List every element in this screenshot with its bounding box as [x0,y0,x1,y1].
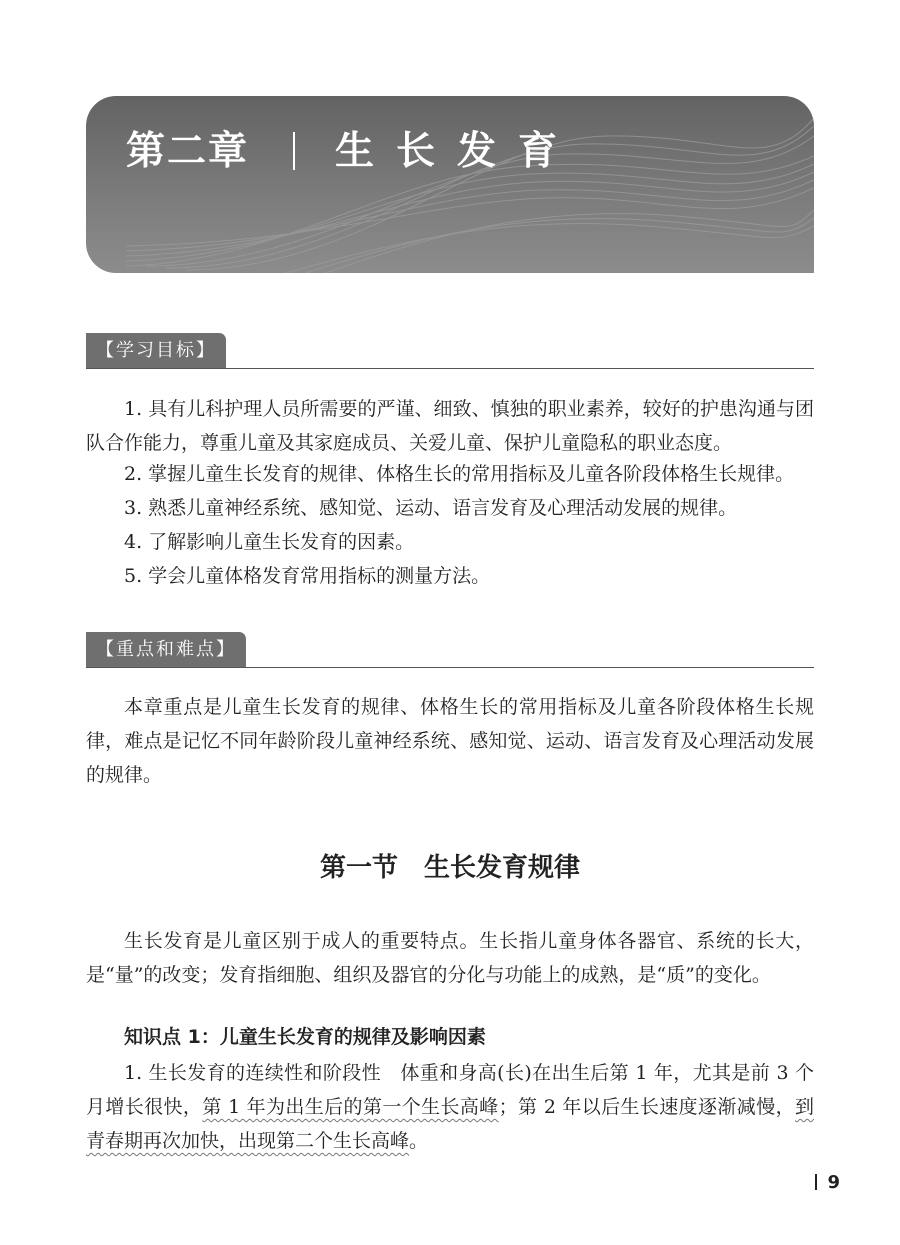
page-number [815,1172,840,1193]
keypoints-rule [86,667,814,668]
section-intro: 生长发育是儿童区别于成人的重要特点。生长指儿童身体各器官、系统的长大，是“量”的改变；发育指细胞、组织及器官的分化与功能上的成熟，是“质”的变化。 [86,930,814,986]
chapter-banner [86,96,814,273]
objectives-heading: 【学习目标】 [86,333,226,368]
objective-item-1: 1. 具有儿科护理人员所需要的严谨、细致、慎独的职业素养，较好的护患沟通与团队合作能力，尊重儿童及其家庭成员、关爱儿童、保护儿童隐私的职业态度。 [86,398,814,454]
objective-item-3: 3. 熟悉儿童神经系统、感知觉、运动、语言发育及心理活动发展的规律。 [124,497,738,519]
objective-item-4: 4. 了解影响儿童生长发育的因素。 [124,531,415,553]
knowledge-point-title: 知识点 1：儿童生长发育的规律及影响因素 [124,1026,486,1048]
rule-text-c: ；第 2 年以后生长速度逐渐减慢， [498,1096,795,1118]
keypoints-text: 本章重点是儿童生长发育的规律、体格生长的常用指标及儿童各阶段体格生长规律，难点是记忆不同年龄阶段儿童神经系统、感知觉、运动、语言发育及心理活动发展的规律。 [86,696,814,786]
chapter-title [126,120,579,176]
rule-emphasis-2: 到青春期再次加快，出现第二个生长高峰 [86,1096,814,1152]
rule-text-a: 1. 生长发育的连续性和阶段性 体重和身高(长)在出生后第 1 年，尤其是前 3 个月增长很快， [86,1062,814,1118]
page-number-bar [815,1174,817,1190]
rule-emphasis-1: 第 1 年为出生后的第一个生长高峰 [202,1096,499,1118]
growth-rule-paragraph [86,1056,814,1158]
section-title: 第一节 生长发育规律 [319,853,580,883]
keypoints-heading: 【重点和难点】 [86,632,246,667]
objective-item-5: 5. 学会儿童体格发育常用指标的测量方法。 [124,565,491,587]
title-divider [293,132,295,170]
chapter-name: 生长发育 [335,129,580,174]
rule-text-e: 。 [409,1130,429,1152]
objectives-rule [86,368,814,369]
objective-item-2: 2. 掌握儿童生长发育的规律、体格生长的常用指标及儿童各阶段体格生长规律。 [124,463,795,485]
page-number-value: 9 [827,1172,840,1193]
chapter-number: 第二章 [126,129,250,174]
